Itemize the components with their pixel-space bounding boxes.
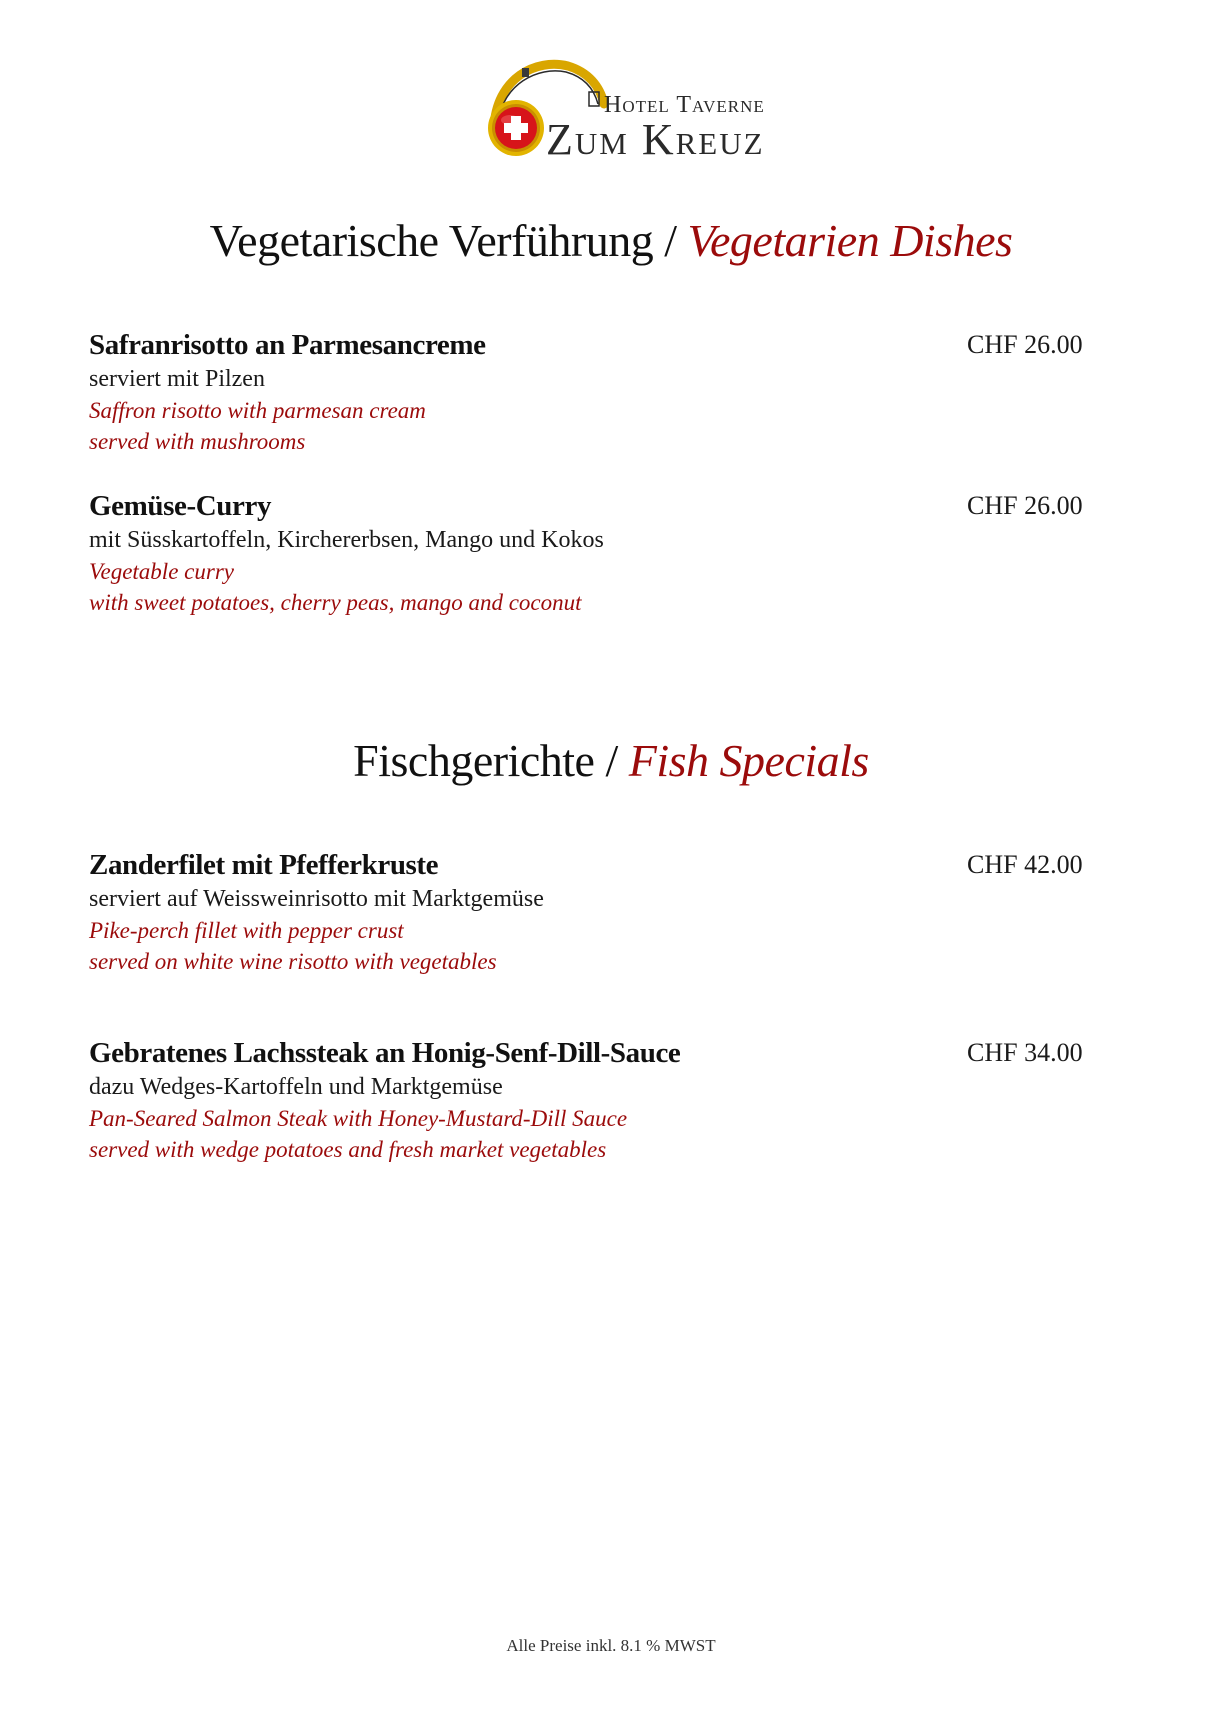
section-title-de: Fischgerichte /	[353, 735, 629, 786]
item-english-description: with sweet potatoes, cherry peas, mango and coconut	[89, 590, 582, 615]
item-price: CHF 34.00	[967, 1038, 1083, 1067]
menu-item	[89, 1035, 1099, 1165]
menu-item	[89, 488, 1099, 618]
menu-item	[89, 847, 1099, 977]
section-title-vegetarian	[0, 214, 1222, 267]
item-name: Zanderfilet mit Pfefferkruste	[89, 849, 439, 881]
item-price: CHF 26.00	[967, 491, 1083, 520]
item-price: CHF 42.00	[967, 850, 1083, 879]
item-english-description: served on white wine risotto with vegetables	[89, 949, 497, 974]
hotel-logo	[476, 58, 788, 168]
section-title-fish	[0, 734, 1222, 787]
section-title-de: Vegetarische Verführung /	[209, 215, 688, 266]
section-title-en: Fish Specials	[628, 735, 869, 786]
item-english-name: Pike-perch fillet with pepper crust	[89, 918, 404, 943]
item-english-name: Saffron risotto with parmesan cream	[89, 398, 426, 423]
item-description: serviert auf Weissweinrisotto mit Marktgemüse	[89, 886, 544, 912]
item-name: Gebratenes Lachssteak an Honig-Senf-Dill-Sauce	[89, 1037, 681, 1069]
item-name: Gemüse-Curry	[89, 490, 272, 522]
section-title-en: Vegetarien Dishes	[687, 215, 1013, 266]
item-english-name: Pan-Seared Salmon Steak with Honey-Mustard-Dill Sauce	[89, 1106, 628, 1131]
logo-text-zum-kreuz: Zum Kreuz	[546, 115, 765, 164]
item-english-description: served with wedge potatoes and fresh market vegetables	[89, 1137, 607, 1162]
item-description: mit Süsskartoffeln, Kirchererbsen, Mango und Kokos	[89, 527, 604, 553]
item-english-description: served with mushrooms	[89, 429, 306, 454]
item-price: CHF 26.00	[967, 330, 1083, 359]
item-name: Safranrisotto an Parmesancreme	[89, 329, 486, 361]
item-english-name: Vegetable curry	[89, 559, 234, 584]
price-footnote: Alle Preise inkl. 8.1 % MWST	[506, 1636, 716, 1655]
menu-item	[89, 327, 1099, 457]
item-description: dazu Wedges-Kartoffeln und Marktgemüse	[89, 1074, 503, 1100]
logo-text-hotel-taverne: Hotel Taverne	[604, 92, 765, 118]
item-description: serviert mit Pilzen	[89, 366, 265, 392]
